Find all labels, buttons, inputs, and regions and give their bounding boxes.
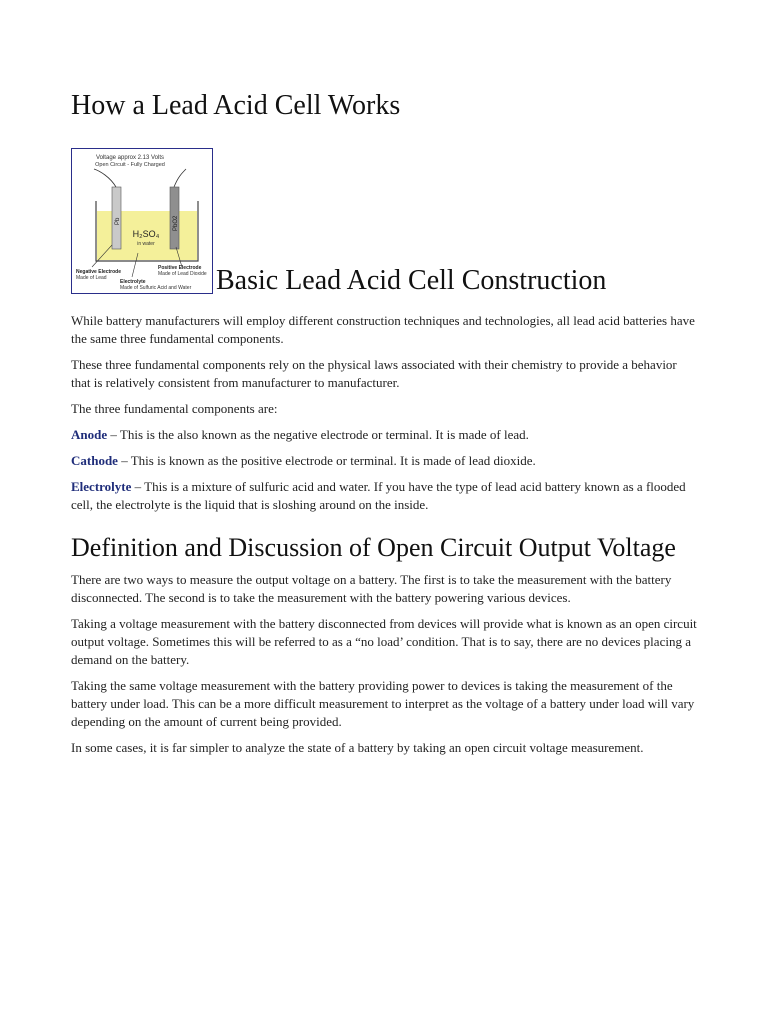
negative-electrode-label: Negative Electrode bbox=[76, 269, 122, 275]
anode-text: – This is the also known as the negative electrode or terminal. It is made of lead. bbox=[107, 427, 529, 442]
paragraph: There are two ways to measure the output voltage on a battery. The first is to take the measurement with the battery disconnected. The second is to take the measurement with the battery powering various devices. bbox=[71, 572, 672, 605]
positive-electrode-sub: Made of Lead Dioxide bbox=[158, 271, 207, 277]
cell-diagram-svg bbox=[72, 149, 212, 293]
section-heading-construction: Basic Lead Acid Cell Construction bbox=[216, 265, 607, 296]
cathode-definition bbox=[71, 452, 697, 470]
cathode-text: – This is known as the positive electrode or terminal. It is made of lead dioxide. bbox=[117, 453, 536, 468]
voltage-label: Voltage approx 2.13 Volts bbox=[95, 155, 165, 161]
positive-electrode-label: Positive Electrode bbox=[158, 265, 202, 271]
electrolyte-sub: Made of Sulfuric Acid and Water bbox=[120, 285, 192, 291]
circuit-label: Open Circuit - Fully Charged bbox=[95, 162, 165, 168]
content-body bbox=[71, 312, 697, 765]
electrolyte-term: Electrolyte bbox=[71, 479, 132, 494]
negative-wire bbox=[94, 169, 116, 187]
anode-term: Anode bbox=[71, 427, 108, 442]
formula-label: H₂SO₄ bbox=[132, 229, 160, 239]
paragraph: In some cases, it is far simpler to analyze the state of a battery by taking an open circuit voltage measurement. bbox=[71, 740, 644, 755]
electrolyte-definition bbox=[71, 478, 697, 514]
formula-sub-label: in water bbox=[137, 241, 155, 247]
figure-row bbox=[71, 148, 606, 294]
positive-wire bbox=[174, 169, 186, 187]
negative-electrode-sub: Made of Lead bbox=[76, 275, 107, 281]
paragraph: The three fundamental components are: bbox=[71, 401, 278, 416]
section-heading-open-circuit: Definition and Discussion of Open Circuit Output Voltage bbox=[71, 533, 676, 562]
electrolyte-label: Electrolyte bbox=[120, 279, 146, 285]
pb-label: Pb bbox=[115, 217, 121, 225]
paragraph: Taking a voltage measurement with the battery disconnected from devices will provide what is known as an open circuit output voltage. Sometimes this will be referred to as a “no load’ condition. That is to say, there are no devices placing a demand on the battery. bbox=[71, 616, 697, 667]
paragraph: These three fundamental components rely on the physical laws associated with their chemistry to provide a behavior that is relatively consistent from manufacturer to manufacturer. bbox=[71, 357, 677, 390]
lead-acid-cell-diagram bbox=[71, 148, 213, 294]
paragraph: Taking the same voltage measurement with the battery providing power to devices is taking the measurement of the battery under load. This can be a more difficult measurement to interpret as the voltage of a battery under load will vary depending on the amount of current being provided. bbox=[71, 678, 695, 729]
page-title: How a Lead Acid Cell Works bbox=[71, 90, 401, 121]
cathode-term: Cathode bbox=[71, 453, 118, 468]
electrolyte-text: – This is a mixture of sulfuric acid and water. If you have the type of lead acid battery known as a flooded cell, the electrolyte is the liquid that is sloshing around on the inside. bbox=[71, 479, 686, 512]
pbo2-label: PbO2 bbox=[173, 215, 179, 231]
paragraph: While battery manufacturers will employ different construction techniques and technologies, all lead acid batteries have the same three fundamental components. bbox=[71, 313, 695, 346]
anode-definition bbox=[71, 426, 697, 444]
